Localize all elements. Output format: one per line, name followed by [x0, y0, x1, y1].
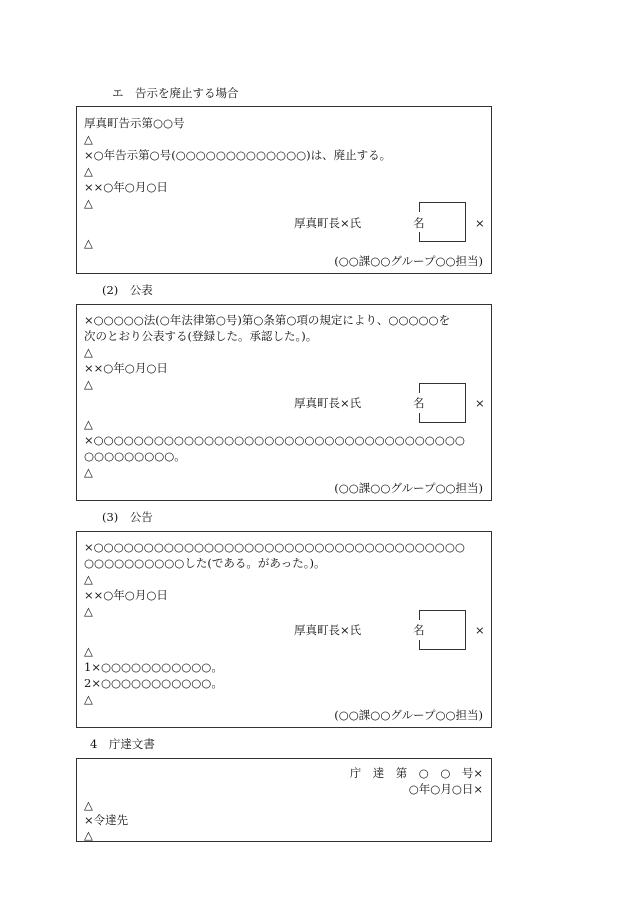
notice-number: 厚真町告示第○○号 [84, 116, 185, 130]
spacer-mark: △ [84, 644, 93, 658]
trailing-mark: × [475, 623, 485, 637]
section-2-heading: (2) 公表 [102, 283, 153, 297]
public-notice-date: ××○年○月○日 [84, 588, 168, 602]
department-footer: (○○課○○グループ○○担当) [334, 481, 483, 495]
spacer-mark: △ [84, 417, 93, 431]
public-notice-body-line-1: ×○○○○○○○○○○○○○○○○○○○○○○○○○○○○○○○○○○○○○ [84, 540, 465, 554]
public-notice-box [76, 531, 492, 728]
publication-detail-line-1: ×○○○○○○○○○○○○○○○○○○○○○○○○○○○○○○○○○○○○○ [84, 433, 465, 447]
list-item-2: 2×○○○○○○○○○○○。 [84, 676, 223, 690]
notice-body: ×○年告示第○号(○○○○○○○○○○○○○)は、廃止する。 [84, 148, 392, 162]
directive-number: 庁 達 第 ○ ○ 号× [349, 766, 483, 780]
section-3-heading: (3) 公告 [102, 510, 153, 524]
spacer-mark: △ [84, 345, 93, 359]
spacer-mark: △ [84, 196, 93, 210]
seal-label: 名 [413, 216, 425, 230]
seal-box [420, 202, 466, 242]
section-e-heading: エ 告示を廃止する場合 [112, 86, 239, 100]
spacer-mark: △ [84, 604, 93, 618]
signer-name: 厚真町長×氏 [294, 623, 362, 637]
seal-box [420, 383, 466, 423]
spacer-mark: △ [84, 377, 93, 391]
directive-recipient: ×令達先 [84, 813, 129, 827]
spacer-mark: △ [84, 798, 93, 812]
department-footer: (○○課○○グループ○○担当) [334, 254, 483, 268]
spacer-mark: △ [84, 572, 93, 586]
spacer-mark: △ [84, 692, 93, 706]
publication-box [76, 304, 492, 501]
publication-date: ××○年○月○日 [84, 361, 168, 375]
spacer-mark: △ [84, 236, 93, 250]
seal-label: 名 [413, 396, 425, 410]
trailing-mark: × [475, 396, 485, 410]
publication-body-line-2: 次のとおり公表する(登録した。承認した。)。 [84, 329, 318, 343]
list-item-1: 1×○○○○○○○○○○○。 [84, 660, 223, 674]
trailing-mark: × [475, 216, 485, 230]
notice-date: ××○年○月○日 [84, 180, 168, 194]
spacer-mark: △ [84, 465, 93, 479]
publication-body-line-1: ×○○○○○法(○年法律第○号)第○条第○項の規定により、○○○○○を [84, 313, 451, 327]
signer-name: 厚真町長×氏 [294, 216, 362, 230]
agency-directive-box [76, 758, 492, 842]
public-notice-body-line-2: ○○○○○○○○○○した(である。があった。)。 [84, 556, 326, 570]
spacer-mark: △ [84, 828, 93, 842]
notice-abolition-box [76, 106, 492, 274]
spacer-mark: △ [84, 164, 93, 178]
signer-name: 厚真町長×氏 [294, 396, 362, 410]
department-footer: (○○課○○グループ○○担当) [334, 708, 483, 722]
directive-date: ○年○月○日× [408, 782, 483, 796]
seal-label: 名 [413, 623, 425, 637]
section-4-heading: 4 庁達文書 [90, 737, 155, 751]
seal-box [420, 610, 466, 650]
spacer-mark: △ [84, 132, 93, 146]
publication-detail-line-2: ○○○○○○○○○。 [84, 449, 186, 463]
